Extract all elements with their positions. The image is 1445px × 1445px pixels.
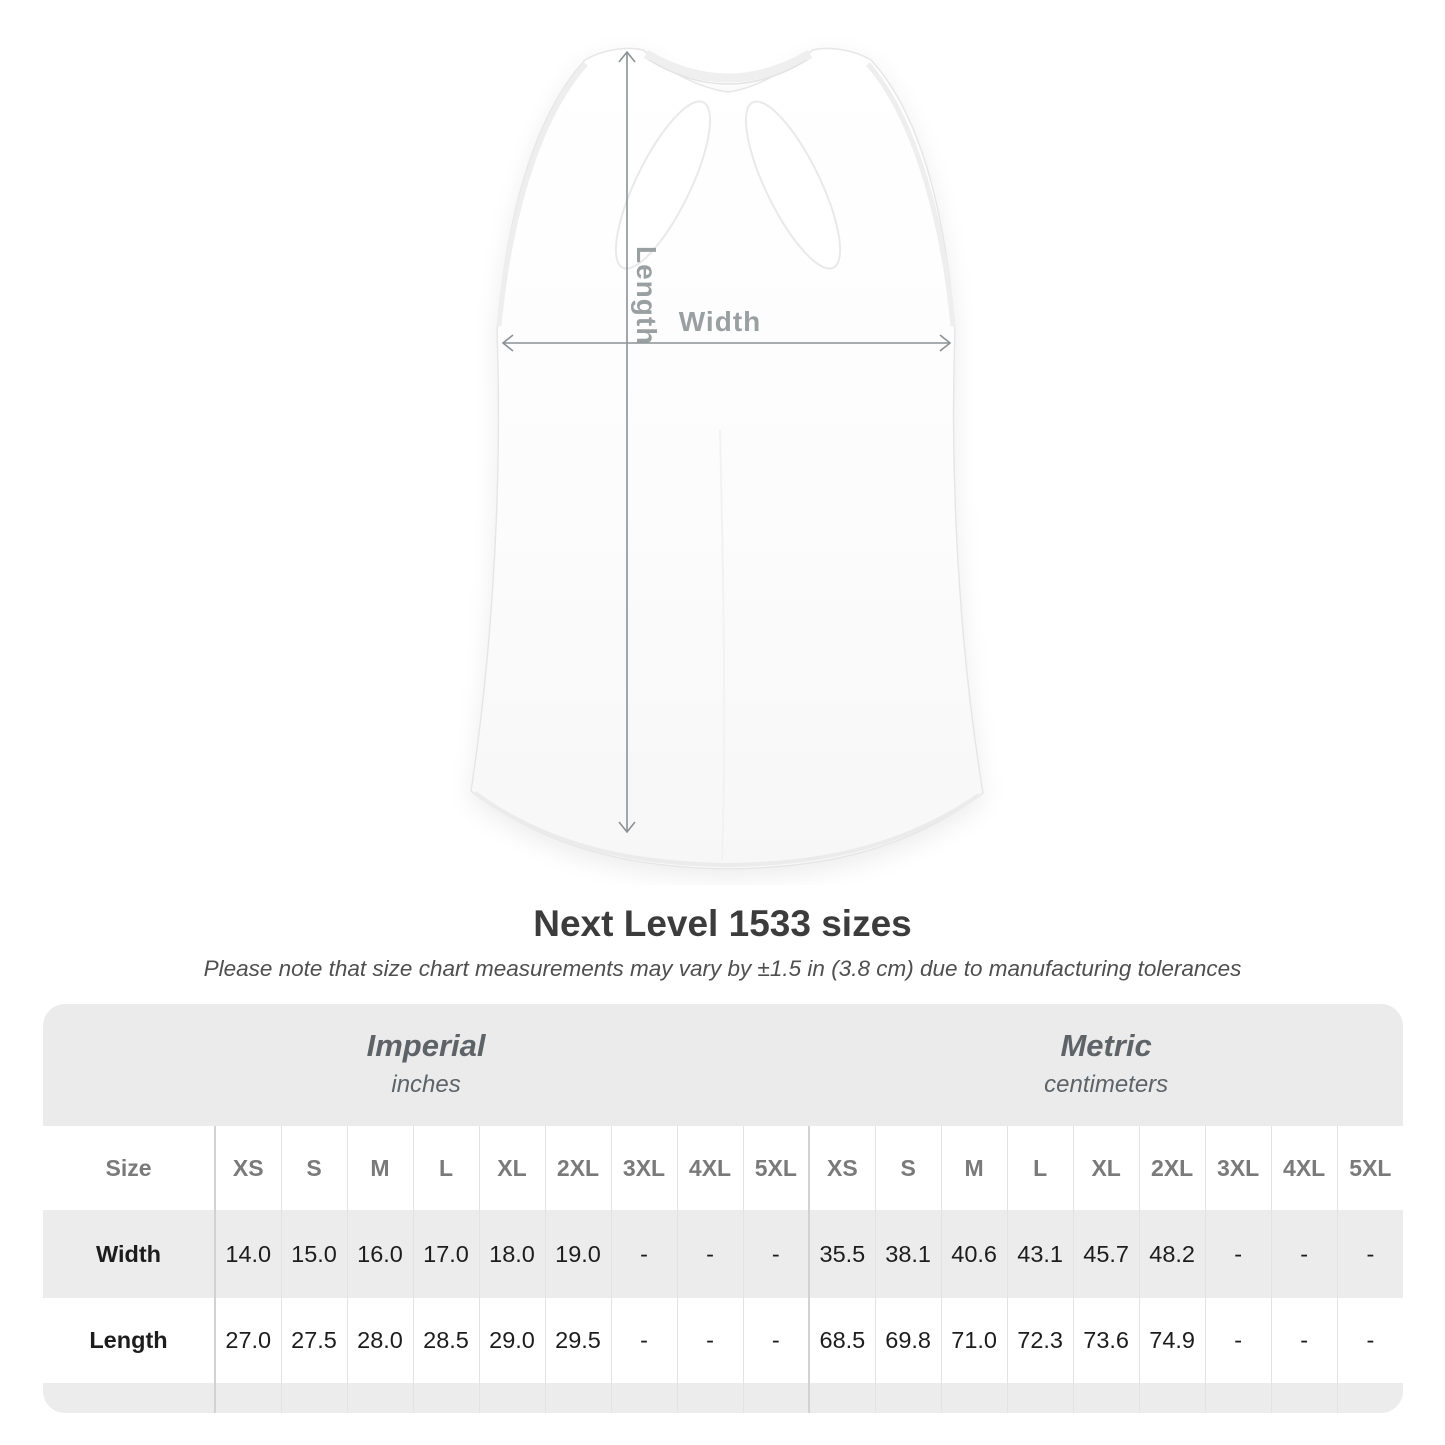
table-footer-row bbox=[43, 1383, 1403, 1413]
width-row bbox=[43, 1210, 1403, 1298]
length-row bbox=[43, 1298, 1403, 1383]
size-header-row bbox=[43, 1126, 1403, 1210]
length-measure-label: Length bbox=[631, 246, 662, 346]
col-header-imperial-l: L bbox=[413, 1126, 479, 1210]
footer-cell bbox=[545, 1383, 611, 1413]
length-imperial-m: 28.0 bbox=[347, 1298, 413, 1383]
length-metric-2xl: 74.9 bbox=[1139, 1298, 1205, 1383]
length-imperial-xs: 27.0 bbox=[215, 1298, 281, 1383]
length-metric-3xl: - bbox=[1205, 1298, 1271, 1383]
width-metric-5xl: - bbox=[1337, 1210, 1403, 1298]
col-header-imperial-s: S bbox=[281, 1126, 347, 1210]
col-header-metric-l: L bbox=[1007, 1126, 1073, 1210]
tank-body-shape bbox=[471, 48, 983, 869]
width-metric-m: 40.6 bbox=[941, 1210, 1007, 1298]
col-header-metric-xl: XL bbox=[1073, 1126, 1139, 1210]
col-header-imperial-m: M bbox=[347, 1126, 413, 1210]
width-imperial-5xl: - bbox=[743, 1210, 809, 1298]
col-header-metric-2xl: 2XL bbox=[1139, 1126, 1205, 1210]
width-imperial-s: 15.0 bbox=[281, 1210, 347, 1298]
width-imperial-4xl: - bbox=[677, 1210, 743, 1298]
footer-cell bbox=[347, 1383, 413, 1413]
footer-cell bbox=[281, 1383, 347, 1413]
length-imperial-s: 27.5 bbox=[281, 1298, 347, 1383]
col-header-imperial-4xl: 4XL bbox=[677, 1126, 743, 1210]
section-header-imperial bbox=[43, 1004, 809, 1126]
metric-unit-label: centimeters bbox=[1044, 1070, 1169, 1098]
length-metric-s: 69.8 bbox=[875, 1298, 941, 1383]
footer-cell bbox=[1139, 1383, 1205, 1413]
col-header-metric-4xl: 4XL bbox=[1271, 1126, 1337, 1210]
width-metric-3xl: - bbox=[1205, 1210, 1271, 1298]
col-header-imperial-2xl: 2XL bbox=[545, 1126, 611, 1210]
width-row-label: Width bbox=[43, 1210, 215, 1298]
width-imperial-xs: 14.0 bbox=[215, 1210, 281, 1298]
width-metric-l: 43.1 bbox=[1007, 1210, 1073, 1298]
width-imperial-2xl: 19.0 bbox=[545, 1210, 611, 1298]
width-imperial-m: 16.0 bbox=[347, 1210, 413, 1298]
length-metric-m: 71.0 bbox=[941, 1298, 1007, 1383]
footer-cell bbox=[215, 1383, 281, 1413]
footer-cell bbox=[611, 1383, 677, 1413]
col-header-metric-3xl: 3XL bbox=[1205, 1126, 1271, 1210]
imperial-label: Imperial bbox=[366, 1027, 486, 1063]
length-imperial-xl: 29.0 bbox=[479, 1298, 545, 1383]
length-metric-4xl: - bbox=[1271, 1298, 1337, 1383]
width-imperial-xl: 18.0 bbox=[479, 1210, 545, 1298]
length-imperial-l: 28.5 bbox=[413, 1298, 479, 1383]
col-header-metric-5xl: 5XL bbox=[1337, 1126, 1403, 1210]
length-metric-l: 72.3 bbox=[1007, 1298, 1073, 1383]
width-imperial-l: 17.0 bbox=[413, 1210, 479, 1298]
imperial-unit-label: inches bbox=[391, 1070, 461, 1098]
size-header-cell: Size bbox=[43, 1126, 215, 1210]
col-header-imperial-5xl: 5XL bbox=[743, 1126, 809, 1210]
footer-cell bbox=[43, 1383, 215, 1413]
unit-section-row bbox=[43, 1004, 1403, 1126]
width-imperial-3xl: - bbox=[611, 1210, 677, 1298]
length-imperial-2xl: 29.5 bbox=[545, 1298, 611, 1383]
width-metric-2xl: 48.2 bbox=[1139, 1210, 1205, 1298]
length-imperial-3xl: - bbox=[611, 1298, 677, 1383]
col-header-imperial-xs: XS bbox=[215, 1126, 281, 1210]
width-measure-label: Width bbox=[678, 306, 762, 337]
width-metric-4xl: - bbox=[1271, 1210, 1337, 1298]
footer-cell bbox=[479, 1383, 545, 1413]
footer-cell bbox=[1073, 1383, 1139, 1413]
footer-cell bbox=[809, 1383, 875, 1413]
footer-cell bbox=[677, 1383, 743, 1413]
footer-cell bbox=[875, 1383, 941, 1413]
col-header-metric-xs: XS bbox=[809, 1126, 875, 1210]
length-metric-xs: 68.5 bbox=[809, 1298, 875, 1383]
col-header-imperial-xl: XL bbox=[479, 1126, 545, 1210]
length-metric-5xl: - bbox=[1337, 1298, 1403, 1383]
metric-label: Metric bbox=[1060, 1027, 1152, 1063]
length-imperial-5xl: - bbox=[743, 1298, 809, 1383]
footer-cell bbox=[1337, 1383, 1403, 1413]
col-header-metric-s: S bbox=[875, 1126, 941, 1210]
width-metric-s: 38.1 bbox=[875, 1210, 941, 1298]
footer-cell bbox=[743, 1383, 809, 1413]
length-imperial-4xl: - bbox=[677, 1298, 743, 1383]
length-metric-xl: 73.6 bbox=[1073, 1298, 1139, 1383]
page-title: Next Level 1533 sizes bbox=[533, 903, 912, 944]
footer-cell bbox=[941, 1383, 1007, 1413]
footer-cell bbox=[1205, 1383, 1271, 1413]
col-header-metric-m: M bbox=[941, 1126, 1007, 1210]
width-metric-xs: 35.5 bbox=[809, 1210, 875, 1298]
footer-cell bbox=[413, 1383, 479, 1413]
footer-cell bbox=[1007, 1383, 1073, 1413]
footer-cell bbox=[1271, 1383, 1337, 1413]
section-header-metric bbox=[809, 1004, 1403, 1126]
tolerance-note: Please note that size chart measurements may vary by ±1.5 in (3.8 cm) due to manufacturing tolerances bbox=[203, 956, 1242, 981]
size-chart-table bbox=[43, 1004, 1403, 1413]
length-row-label: Length bbox=[43, 1298, 215, 1383]
width-metric-xl: 45.7 bbox=[1073, 1210, 1139, 1298]
col-header-imperial-3xl: 3XL bbox=[611, 1126, 677, 1210]
